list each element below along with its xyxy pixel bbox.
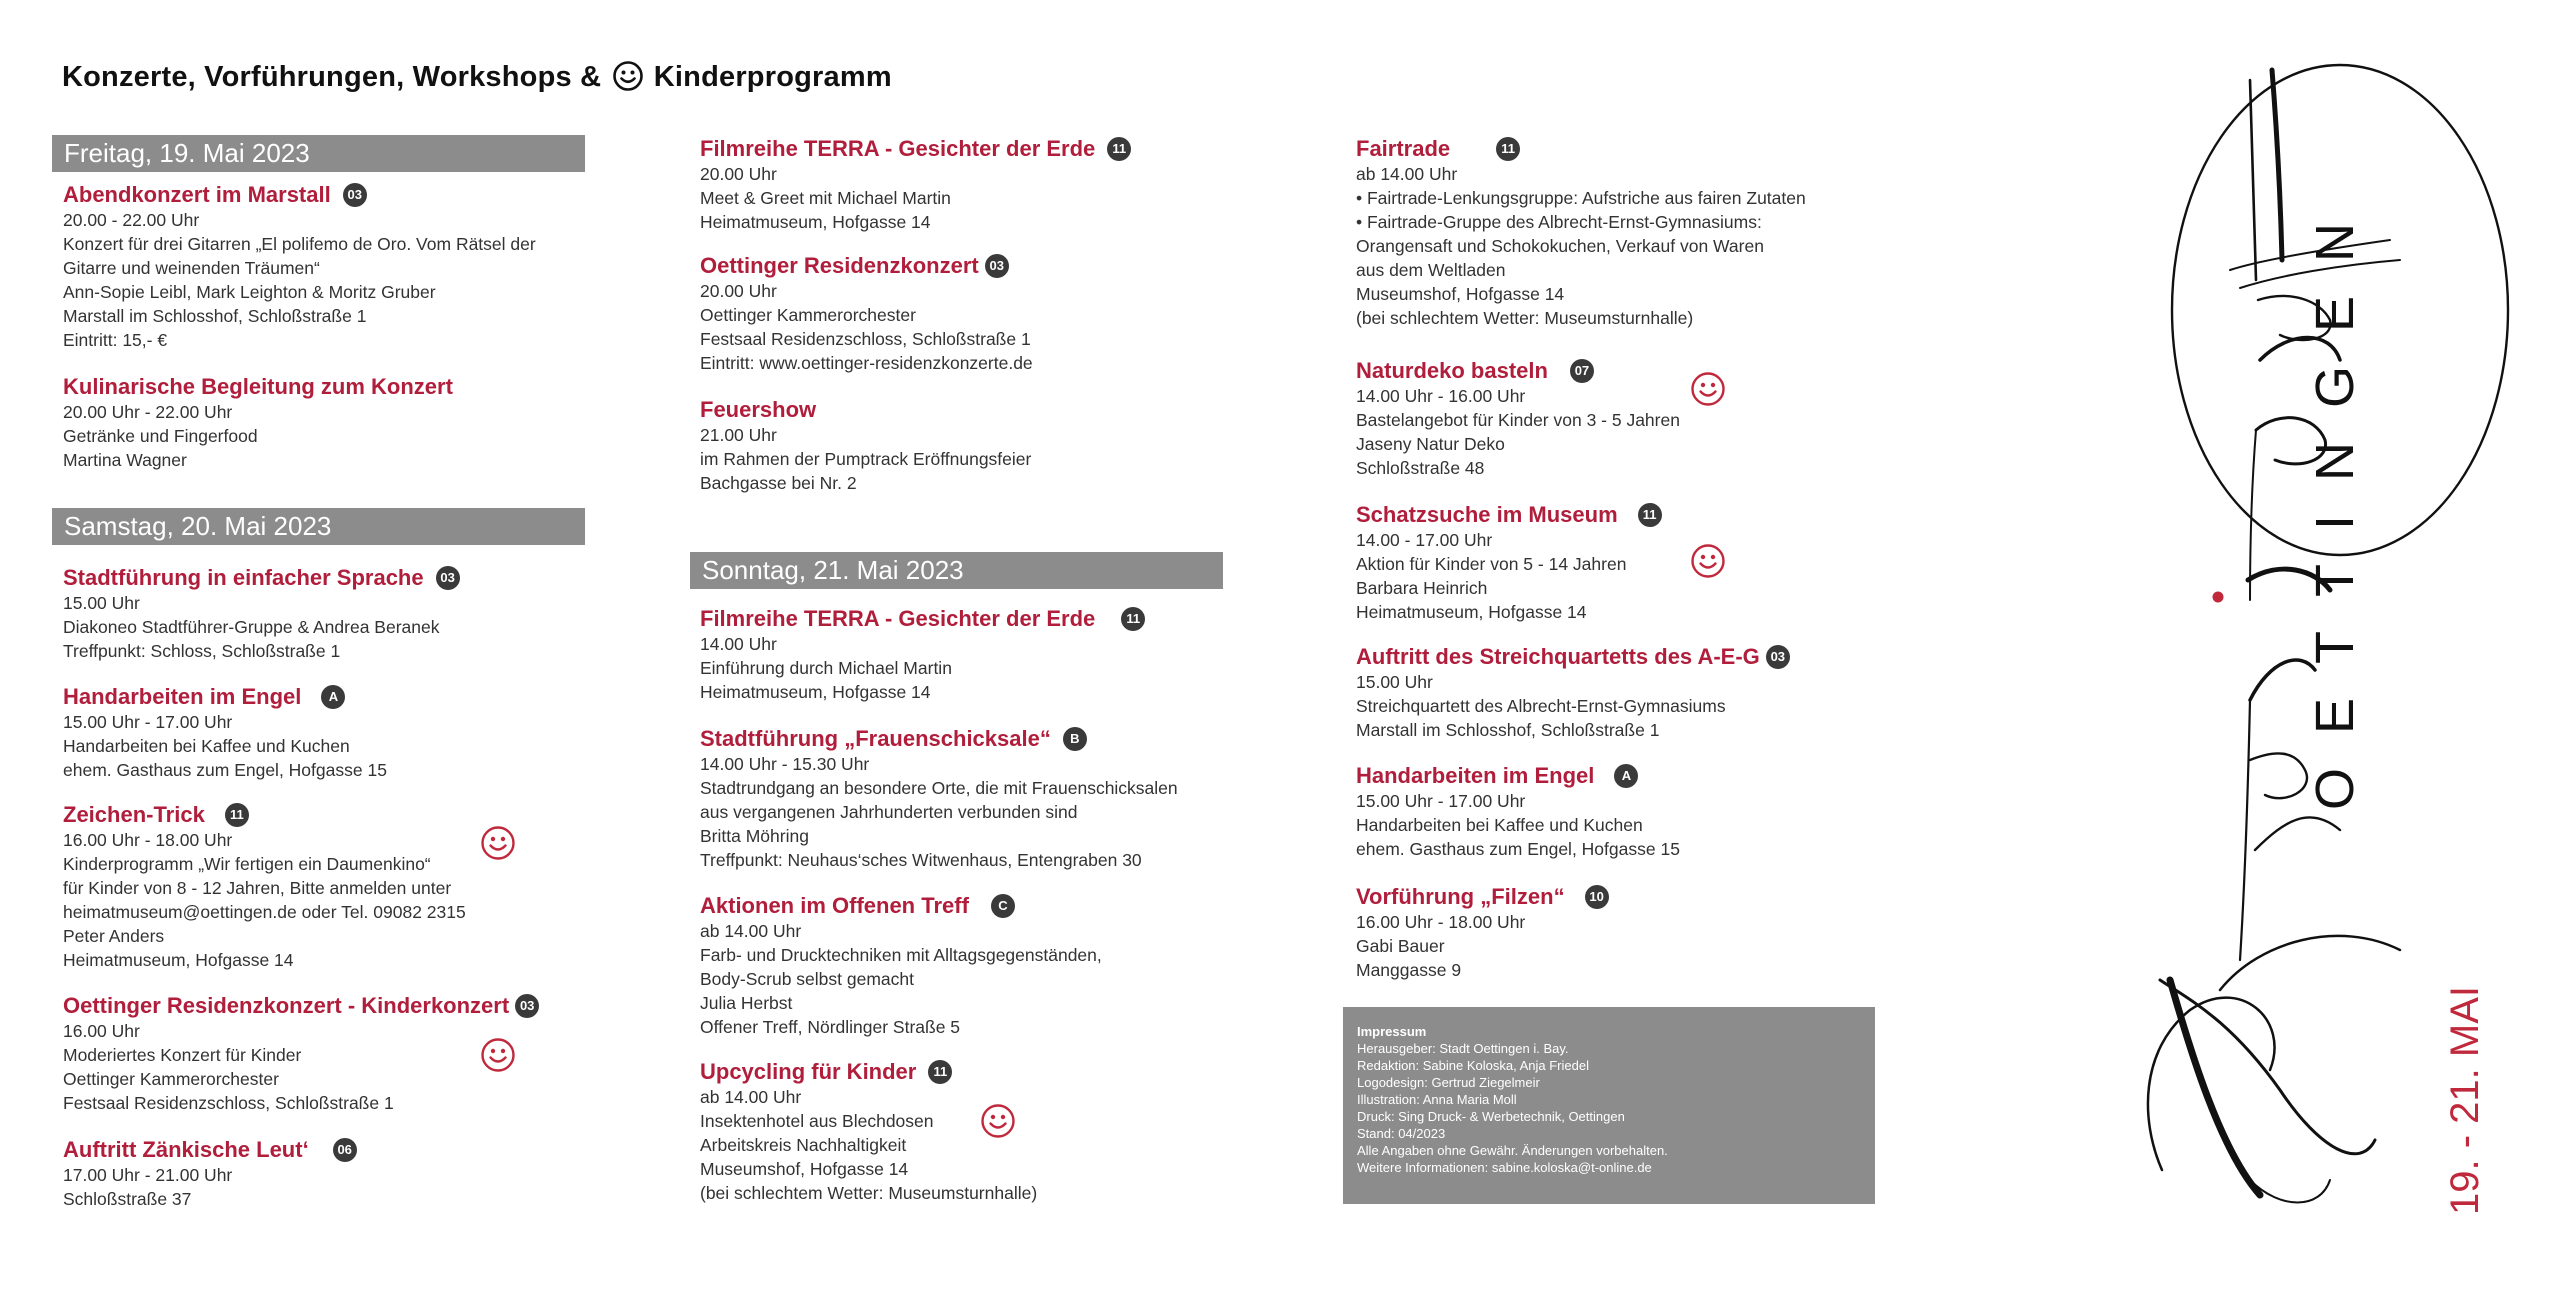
location-badge: 11 [1107,137,1131,161]
event-line: Oettinger Kammerorchester [700,305,916,325]
event-line: 20.00 - 22.00 Uhr [63,210,200,230]
event-line: ehem. Gasthaus zum Engel, Hofgasse 15 [1356,839,1680,859]
event-line: Heimatmuseum, Hofgasse 14 [700,682,931,702]
event-line: Museumshof, Hofgasse 14 [1356,284,1565,304]
location-badge: 11 [225,803,249,827]
event-title: Handarbeiten im Engel A [1356,763,1680,789]
impressum-line: Herausgeber: Stadt Oettingen i. Bay. [1357,1041,1569,1056]
location-badge: A [1614,764,1638,788]
location-badge: 07 [1570,359,1594,383]
event-line: (bei schlechtem Wetter: Museumsturnhalle) [700,1183,1038,1203]
event-line: Marstall im Schlosshof, Schloßstraße 1 [63,306,367,326]
location-badge: B [1063,727,1087,751]
event-title: Feuershow [700,397,817,422]
event-line: Marstall im Schlosshof, Schloßstraße 1 [1356,720,1660,740]
impressum-title: Impressum [1357,1024,1427,1039]
event-line: (bei schlechtem Wetter: Museumsturnhalle) [1356,308,1694,328]
kids-smiley-icon [1690,543,1726,579]
day-band-sunday: Sonntag, 21. Mai 2023 [690,552,1223,589]
impressum-line: Redaktion: Sabine Koloska, Anja Friedel [1357,1058,1589,1073]
event-line: Stadtrundgang an besondere Orte, die mit Frauenschicksalen [700,778,1178,798]
smiley-icon [612,60,644,92]
event-line: • Fairtrade-Gruppe des Albrecht-Ernst-Gymnasiums: [1356,212,1762,232]
event-line: Schloßstraße 37 [63,1189,192,1209]
event-line: ehem. Gasthaus zum Engel, Hofgasse 15 [63,760,387,780]
event-title: Oettinger Residenzkonzert - Kinderkonzert 03 [63,993,539,1019]
event-title: Kulinarische Begleitung zum Konzert [63,374,453,399]
event-line: Schloßstraße 48 [1356,458,1485,478]
event-title: Vorführung „Filzen“ 10 [1356,884,1609,910]
event-line: für Kinder von 8 - 12 Jahren, Bitte anmelden unter [63,878,452,898]
event-title: Zeichen-Trick 11 [63,802,466,828]
headline-text-kids: Kinderprogramm [653,61,892,93]
event-item [700,726,1178,872]
location-badge: 03 [515,994,539,1018]
event-line: 16.00 Uhr - 18.00 Uhr [1356,912,1526,932]
location-badge: 03 [985,254,1009,278]
day-band-friday: Freitag, 19. Mai 2023 [52,135,585,172]
event-item [1356,136,1806,330]
event-item [1356,884,1609,982]
impressum-line: Weitere Informationen: sabine.koloska@t-online.de [1357,1160,1652,1175]
event-line: Getränke und Fingerfood [63,426,258,446]
event-item [63,684,387,782]
event-line: 15.00 Uhr - 17.00 Uhr [63,712,233,732]
event-item [1356,358,1680,480]
event-line: Martina Wagner [63,450,187,470]
impressum-line: Druck: Sing Druck- & Werbetechnik, Oettingen [1357,1109,1625,1124]
event-line: Einführung durch Michael Martin [700,658,952,678]
location-badge: C [991,894,1015,918]
event-line: Insektenhotel aus Blechdosen [700,1111,934,1131]
event-line: Treffpunkt: Neuhaus‘sches Witwenhaus, Entengraben 30 [700,850,1142,870]
event-item [1356,644,1790,742]
event-item [700,136,1131,234]
location-badge: 11 [1638,503,1662,527]
event-line: 16.00 Uhr - 18.00 Uhr [63,830,233,850]
event-line: Farb- und Drucktechniken mit Alltagsgegenständen, [700,945,1102,965]
event-line: Meet & Greet mit Michael Martin [700,188,951,208]
event-line: Museumshof, Hofgasse 14 [700,1159,909,1179]
event-line: Body-Scrub selbst gemacht [700,969,914,989]
event-item [63,374,453,472]
event-item [63,802,466,972]
event-title: Auftritt des Streichquartetts des A-E-G 03 [1356,644,1790,670]
event-title: Abendkonzert im Marstall 03 [63,182,536,208]
event-line: 17.00 Uhr - 21.00 Uhr [63,1165,233,1185]
event-item [1356,502,1662,624]
event-line: Barbara Heinrich [1356,578,1488,598]
event-line: Aktion für Kinder von 5 - 14 Jahren [1356,554,1627,574]
event-title: Schatzsuche im Museum 11 [1356,502,1662,528]
location-badge: 11 [928,1060,952,1084]
event-line: Streichquartett des Albrecht-Ernst-Gymnasiums [1356,696,1726,716]
event-line: 15.00 Uhr - 17.00 Uhr [1356,791,1526,811]
event-title: Oettinger Residenzkonzert 03 [700,253,1033,279]
event-line: ab 14.00 Uhr [700,1087,802,1107]
location-badge: A [321,685,345,709]
location-badge: 10 [1585,885,1609,909]
event-line: 15.00 Uhr [63,593,140,613]
impressum-line: Alle Angaben ohne Gewähr. Änderungen vorbehalten. [1357,1143,1668,1158]
event-line: 14.00 Uhr [700,634,777,654]
day-band-saturday: Samstag, 20. Mai 2023 [52,508,585,545]
headline-text: Konzerte, Vorführungen, Workshops & [62,61,602,93]
kids-smiley-icon [480,1037,516,1073]
event-line: heimatmuseum@oettingen.de oder Tel. 09082 2315 [63,902,466,922]
event-item [63,993,539,1115]
event-line: Bastelangebot für Kinder von 3 - 5 Jahren [1356,410,1680,430]
event-title: Filmreihe TERRA - Gesichter der Erde 11 [700,606,1145,632]
event-line: Arbeitskreis Nachhaltigkeit [700,1135,907,1155]
event-line: 14.00 - 17.00 Uhr [1356,530,1493,550]
event-item [63,182,536,352]
kids-smiley-icon [480,825,516,861]
event-line: Diakoneo Stadtführer-Gruppe & Andrea Beranek [63,617,440,637]
event-title: Stadtführung „Frauenschicksale“ B [700,726,1178,752]
event-line: Ann-Sopie Leibl, Mark Leighton & Moritz Gruber [63,282,436,302]
event-line: Moderiertes Konzert für Kinder [63,1045,302,1065]
event-line: Orangensaft und Schokokuchen, Verkauf von Waren [1356,236,1764,256]
event-title: Filmreihe TERRA - Gesichter der Erde 11 [700,136,1131,162]
location-badge: 03 [343,183,367,207]
event-line: ab 14.00 Uhr [700,921,802,941]
event-item [1356,763,1680,861]
event-line: Treffpunkt: Schloss, Schloßstraße 1 [63,641,341,661]
location-badge: 11 [1121,607,1145,631]
event-title: Stadtführung in einfacher Sprache 03 [63,565,460,591]
event-line: Festsaal Residenzschloss, Schloßstraße 1 [700,329,1031,349]
event-line: Handarbeiten bei Kaffee und Kuchen [63,736,350,756]
event-line: Britta Möhring [700,826,809,846]
kids-smiley-icon [980,1103,1016,1139]
event-line: Julia Herbst [700,993,793,1013]
impressum-line: Illustration: Anna Maria Moll [1357,1092,1517,1107]
event-title: Aktionen im Offenen Treff C [700,893,1102,919]
location-badge: 03 [1766,645,1790,669]
kids-smiley-icon [1690,371,1726,407]
event-item [700,397,1031,495]
location-badge: 03 [436,566,460,590]
brand-dates: 19. - 21. MAI [2443,986,2487,1215]
event-title: Upcycling für Kinder 11 [700,1059,1037,1085]
event-line: Eintritt: 15,- € [63,330,168,350]
event-title: Handarbeiten im Engel A [63,684,387,710]
event-line: • Fairtrade-Lenkungsgruppe: Aufstriche aus fairen Zutaten [1356,188,1806,208]
event-line: 20.00 Uhr [700,164,777,184]
event-title: Fairtrade 11 [1356,136,1806,162]
event-line: 15.00 Uhr [1356,672,1433,692]
event-line: aus vergangenen Jahrhunderten verbunden sind [700,802,1078,822]
event-line: 14.00 Uhr - 15.30 Uhr [700,754,870,774]
event-item [63,1137,357,1211]
event-line: aus dem Weltladen [1356,260,1506,280]
event-title: Naturdeko basteln 07 [1356,358,1680,384]
event-line: Heimatmuseum, Hofgasse 14 [700,212,931,232]
event-line: Bachgasse bei Nr. 2 [700,473,857,493]
event-item [63,565,460,663]
event-line: Kinderprogramm „Wir fertigen ein Daumenkino“ [63,854,431,874]
event-line: Handarbeiten bei Kaffee und Kuchen [1356,815,1643,835]
event-line: Eintritt: www.oettinger-residenzkonzerte.de [700,353,1033,373]
event-title: Auftritt Zänkische Leut‘ 06 [63,1137,357,1163]
event-line: Gabi Bauer [1356,936,1445,956]
event-line: Heimatmuseum, Hofgasse 14 [1356,602,1587,622]
event-line: im Rahmen der Pumptrack Eröffnungsfeier [700,449,1032,469]
event-line: ab 14.00 Uhr [1356,164,1458,184]
event-line: Oettinger Kammerorchester [63,1069,279,1089]
event-item [700,253,1033,375]
event-line: Heimatmuseum, Hofgasse 14 [63,950,294,970]
event-item [700,893,1102,1039]
event-line: Konzert für drei Gitarren „El polifemo de Oro. Vom Rätsel der [63,234,536,254]
event-line: Festsaal Residenzschloss, Schloßstraße 1 [63,1093,394,1113]
event-line: 16.00 Uhr [63,1021,140,1041]
location-badge: 06 [333,1138,357,1162]
event-item [700,606,1145,704]
impressum-line: Logodesign: Gertrud Ziegelmeir [1357,1075,1540,1090]
event-line: Offener Treff, Nördlinger Straße 5 [700,1017,961,1037]
event-line: 21.00 Uhr [700,425,777,445]
impressum-box [1343,1007,1875,1204]
event-line: Jaseny Natur Deko [1356,434,1505,454]
event-line: 20.00 Uhr - 22.00 Uhr [63,402,233,422]
location-badge: 11 [1496,137,1520,161]
event-line: Peter Anders [63,926,165,946]
impressum-line: Stand: 04/2023 [1357,1126,1446,1141]
event-line: 20.00 Uhr [700,281,777,301]
page-headline [62,60,892,94]
brand-city-name: OETTINGEN [2305,188,2365,810]
event-line: 14.00 Uhr - 16.00 Uhr [1356,386,1526,406]
event-line: Manggasse 9 [1356,960,1462,980]
event-line: Gitarre und weinenden Träumen“ [63,258,320,278]
